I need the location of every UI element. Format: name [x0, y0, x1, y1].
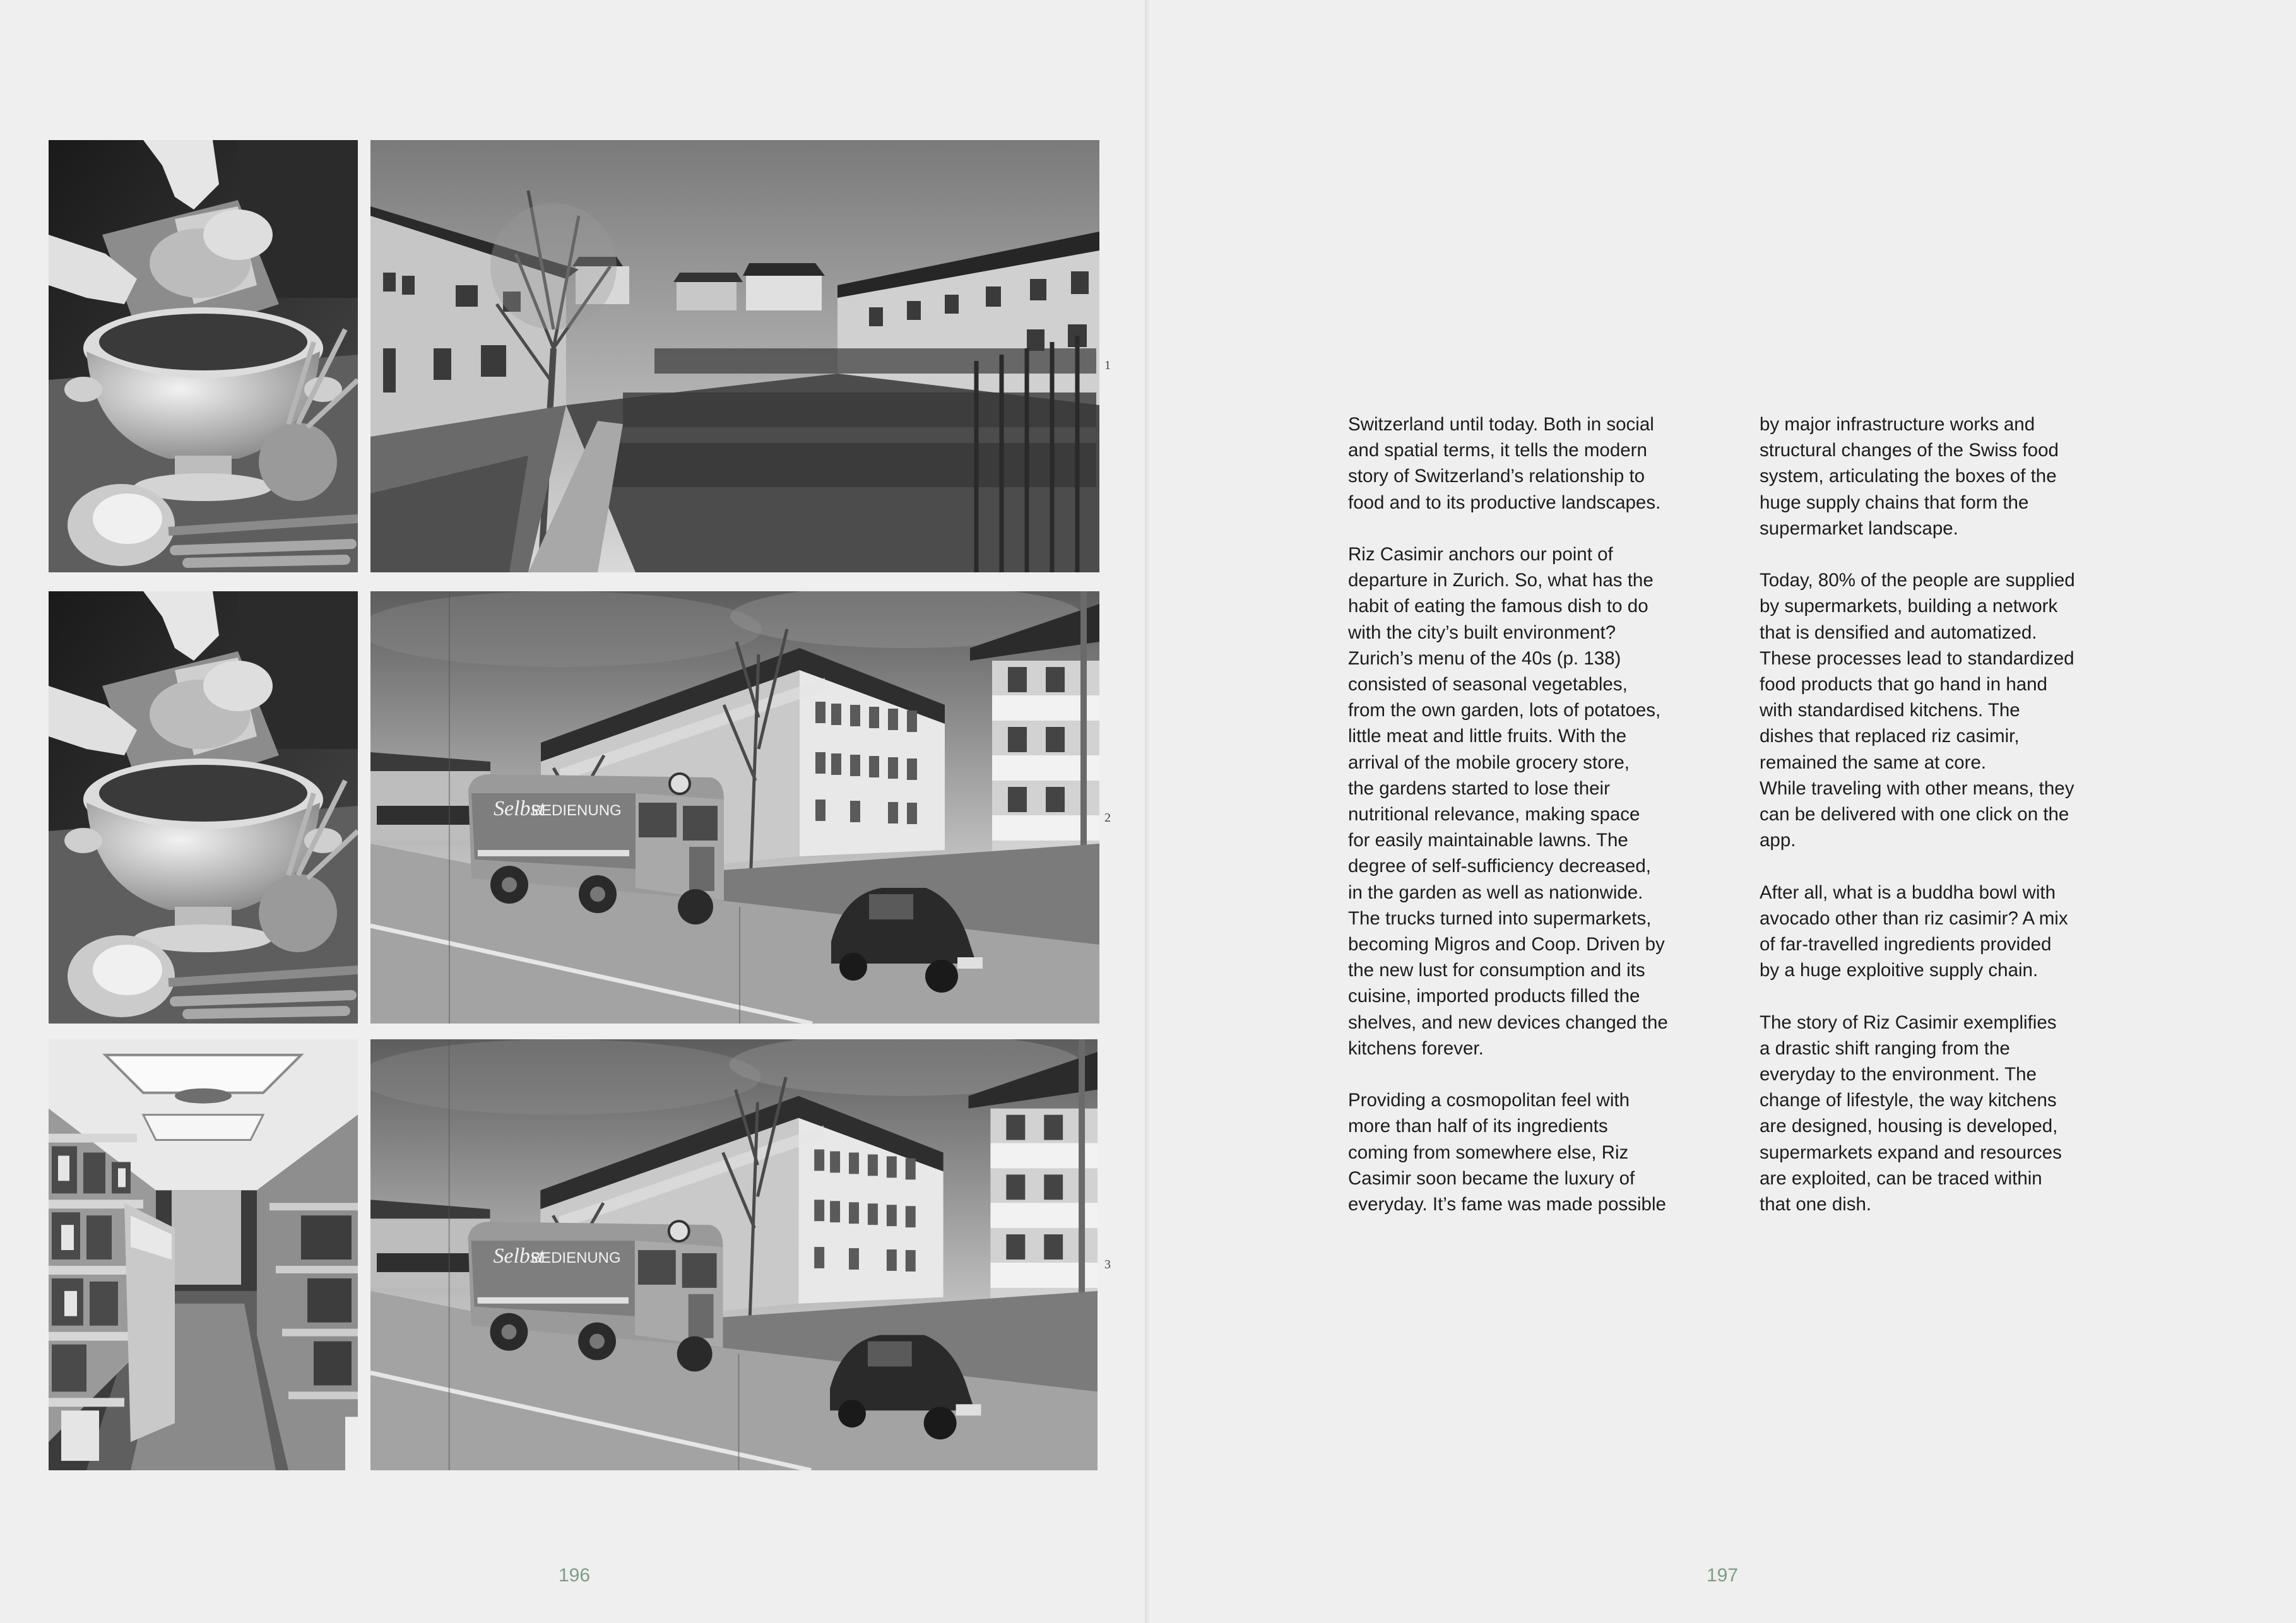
plate-1-housing-estate-photo — [370, 140, 1099, 572]
grocery-truck-interior-image — [49, 1039, 358, 1470]
paragraph: Today, 80% of the people are supplied by supermarkets, building a network that is densified and automatized. These processes lead to standardized food products that go hand in hand with standardised kitchens. The dishes that replaced riz casimir, remained the same at core. While traveling with other means, they can be delivered with one click on the app. — [1760, 570, 2075, 851]
plate-2-tureen-photo — [49, 591, 358, 1024]
page-number-right: 197 — [1707, 1565, 1739, 1586]
page-number-left: 196 — [559, 1565, 591, 1586]
paragraph: by major infrastructure works and structural changes of the Swiss food system, articulating the boxes of the huge supply chains that form the supermarket landscape. — [1760, 414, 2059, 539]
right-page — [1151, 0, 2296, 1623]
paragraph: Riz Casimir anchors our point of departure in Zurich. So, what has the habit of eating the famous dish to do with the city’s built environment? Zurich’s menu of the 40s (p. 138) consisted of seasonal vegetables, from the own garden, lots of potatoes, little meat and little fruits. With the arrival of the mobile grocery store, the gardens started to lose their nutritional relevance, making space for easily maintainable lawns. The degree of self-sufficiency decreased, in the garden as well as nationwide. The trucks turned into supermarkets, becoming Migros and Coop. Driven by the new lust for consumption and its cuisine, imported products filled the shelves, and new devices changed the kitchens forever. — [1348, 544, 1668, 1059]
truck-sign-caps: BEDIENUNG — [531, 1249, 621, 1266]
grocery-truck-image — [370, 1039, 1098, 1470]
soup-tureen-image — [49, 140, 358, 572]
plate-3-grocery-truck-photo — [370, 1039, 1098, 1470]
plate-number-1: 1 — [1104, 358, 1111, 372]
book-gutter — [1145, 0, 1151, 1623]
soup-tureen-image — [49, 591, 358, 1024]
housing-estate-image — [370, 140, 1099, 572]
plate-3-truck-interior-photo — [49, 1039, 358, 1470]
paragraph: Providing a cosmopolitan feel with more than half of its ingredients coming from somewhere else, Riz Casimir soon became the luxury of everyday. It’s fame was made possible — [1348, 1090, 1666, 1215]
truck-sign-caps: BEDIENUNG — [531, 802, 622, 819]
plate-number-2: 2 — [1104, 811, 1111, 825]
paragraph: After all, what is a buddha bowl with avocado other than riz casimir? A mix of far-travelled ingredients provided by a huge exploitive supply chain. — [1760, 882, 2068, 981]
left-page — [0, 0, 1145, 1623]
truck-sign-script: Selbst — [494, 797, 545, 820]
truck-sign-script: Selbst — [493, 1244, 545, 1268]
text-column-1 — [1348, 411, 1701, 1217]
paragraph: The story of Riz Casimir exemplifies a drastic shift ranging from the everyday to the environment. The change of lifestyle, the way kitchens are designed, housing is developed, supermarkets expand and resources are exploited, can be traced within that one dish. — [1760, 1012, 2062, 1215]
plate-1-tureen-photo — [49, 140, 358, 572]
grocery-truck-image — [370, 591, 1099, 1024]
paragraph: Switzerland until today. Both in social and spatial terms, it tells the modern story of Switzerland’s relationship to food and to its productive landscapes. — [1348, 414, 1661, 513]
plate-number-3: 3 — [1104, 1258, 1111, 1272]
text-column-2 — [1760, 411, 2113, 1217]
plate-2-grocery-truck-photo — [370, 591, 1099, 1024]
